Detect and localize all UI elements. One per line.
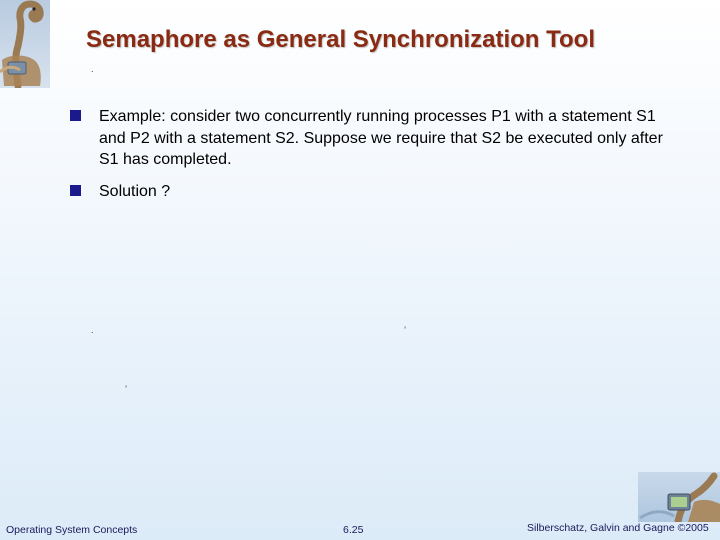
stray-mark: . xyxy=(91,64,94,74)
dinosaur-bottom-right-icon xyxy=(638,472,720,522)
stray-mark: . xyxy=(91,325,94,335)
bullet-item xyxy=(70,181,670,203)
bullet-list xyxy=(70,106,670,212)
bullet-text: Solution ? xyxy=(99,182,171,200)
stray-mark: ’ xyxy=(125,384,127,394)
slide-title: Semaphore as General Synchronization Tool xyxy=(86,26,596,53)
footer-book-title: Operating System Concepts xyxy=(6,524,138,536)
dinosaur-illustration-top-left xyxy=(0,0,50,88)
square-bullet-icon xyxy=(70,110,81,121)
footer-copyright: Silberschatz, Galvin and Gagne ©2005 xyxy=(527,522,709,534)
bullet-item xyxy=(70,106,670,171)
dinosaur-illustration-bottom-right xyxy=(638,472,720,522)
square-bullet-icon xyxy=(70,185,81,196)
stray-mark: ’ xyxy=(404,325,406,335)
dinosaur-top-left-icon xyxy=(0,0,50,88)
footer-page-number: 6.25 xyxy=(343,524,364,536)
bullet-text: Example: consider two concurrently running processes P1 with a statement S1 and P2 with a statement S2. Suppose we require that S2 be executed only after S1 has completed. xyxy=(99,108,663,168)
